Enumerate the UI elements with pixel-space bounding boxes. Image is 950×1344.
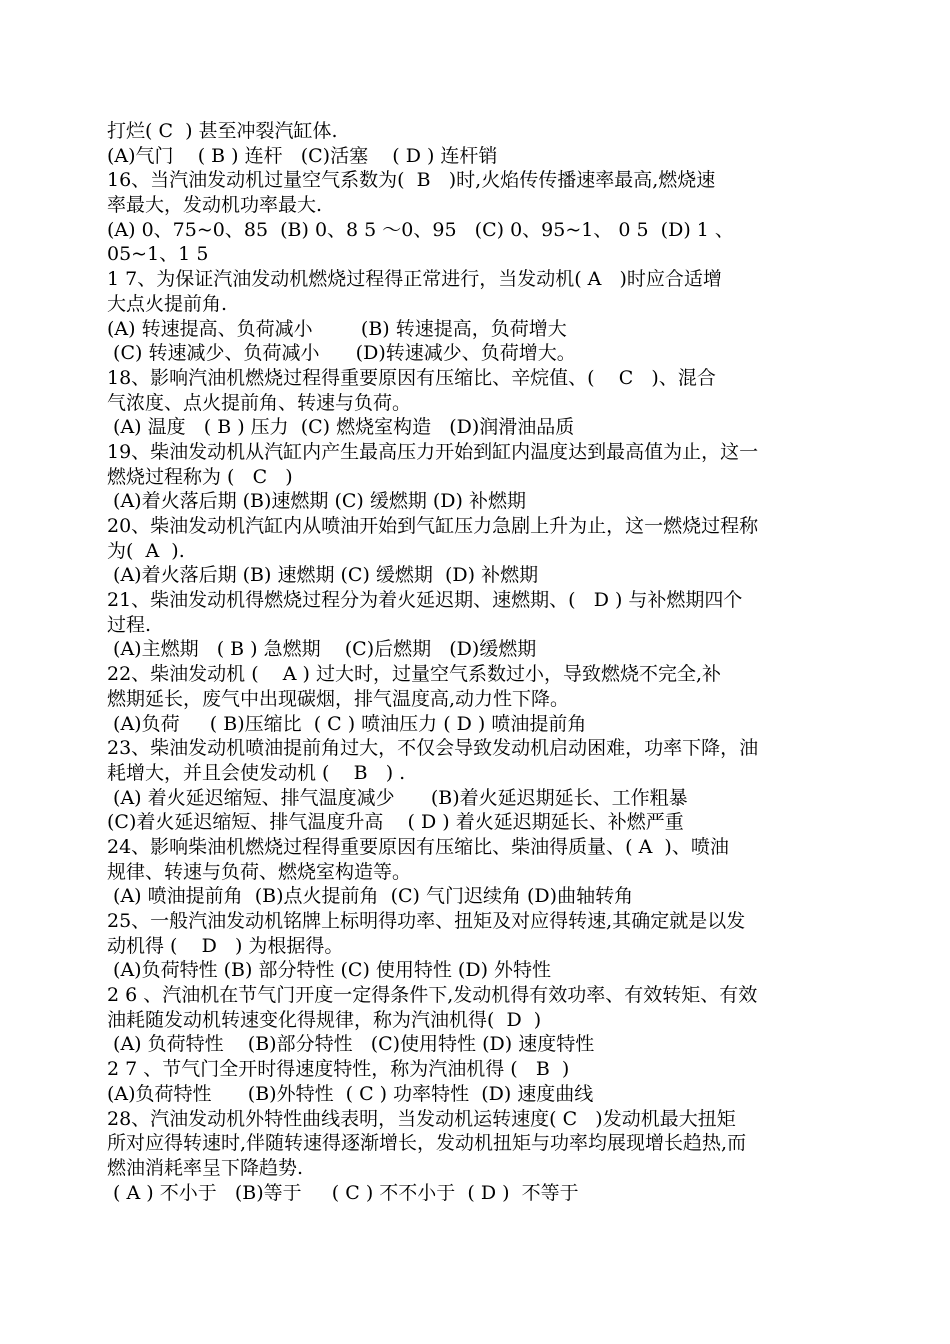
- text-line: 燃油消耗率呈下降趋势.: [107, 1156, 304, 1179]
- text-line: (C)着火延迟缩短、排气温度升高 ( D ) 着火延迟期延长、补燃严重: [107, 811, 684, 834]
- text-line: 16、当汽油发动机过量空气系数为( B )时,火焰传传播速率最高,燃烧速: [107, 169, 716, 192]
- text-line: (A) 0、75~0、85 (B) 0、8 5 ～0、95 (C) 0、95~1、 0 5 (D) 1 、: [107, 218, 734, 241]
- text-line: (A)主燃期 ( B ) 急燃期 (C)后燃期 (D)缓燃期: [107, 638, 537, 661]
- text-line: 油耗随发动机转速变化得规律，称为汽油机得( D ): [107, 1008, 542, 1031]
- text-line: (A) 温度 ( B ) 压力 (C) 燃烧室构造 (D)润滑油品质: [107, 416, 575, 439]
- text-line: 2 6 、汽油机在节气门开度一定得条件下,发动机得有效功率、有效转矩、有效: [107, 984, 758, 1007]
- document-text-body: [107, 119, 873, 1205]
- text-line: 所对应得转速时,伴随转速得逐渐增长，发动机扭矩与功率均展现增长趋热,而: [107, 1132, 747, 1155]
- text-line: 20、柴油发动机汽缸内从喷油开始到气缸压力急剧上升为止，这一燃烧过程称: [107, 515, 759, 537]
- text-line: (A) 负荷特性 (B)部分特性 (C)使用特性 (D) 速度特性: [107, 1033, 595, 1056]
- text-line: (A)着火落后期 (B) 速燃期 (C) 缓燃期 (D) 补燃期: [107, 564, 539, 587]
- text-line: 23、柴油发动机喷油提前角过大，不仅会导致发动机启动困难，功率下降，油: [107, 737, 759, 760]
- text-line: 2 7 、节气门全开时得速度特性，称为汽油机得 ( B ): [107, 1058, 570, 1081]
- text-line: 19、柴油发动机从汽缸内产生最高压力开始到缸内温度达到最高值为止，这一: [107, 440, 759, 463]
- text-line: (A)负荷 ( B)压缩比 ( C ) 喷油压力 ( D ) 喷油提前角: [107, 712, 587, 735]
- text-line: 21、柴油发动机得燃烧过程分为着火延迟期、速燃期、( D ) 与补燃期四个: [107, 589, 743, 612]
- text-line: 24、影响柴油机燃烧过程得重要原因有压缩比、柴油得质量、( A )、喷油: [107, 835, 729, 858]
- text-line: 率最大，发动机功率最大.: [107, 194, 323, 217]
- text-line: (A)负荷特性 (B)外特性 ( C ) 功率特性 (D) 速度曲线: [107, 1082, 594, 1105]
- text-line: 为( A ).: [107, 539, 185, 562]
- text-line: 18、影响汽油机燃烧过程得重要原因有压缩比、辛烷值、( C )、混合: [107, 366, 716, 389]
- text-line: 耗增大，并且会使发动机 ( B ) .: [107, 761, 406, 784]
- text-line: (C) 转速减少、负荷减小 (D)转速减少、负荷增大。: [107, 342, 576, 365]
- text-line: (A)负荷特性 (B) 部分特性 (C) 使用特性 (D) 外特性: [107, 959, 552, 982]
- text-line: 22、柴油发动机 ( A ) 过大时，过量空气系数过小，导致燃烧不完全,补: [107, 663, 722, 686]
- text-line: 1 7、为保证汽油发动机燃烧过程得正常进行，当发动机( A )时应合适增: [107, 268, 722, 291]
- text-line: 大点火提前角.: [107, 292, 228, 315]
- text-line: 气浓度、点火提前角、转速与负荷。: [107, 391, 412, 414]
- text-line: 动机得 ( D ) 为根据得。: [107, 934, 344, 957]
- text-line: (A) 转速提高、负荷减小 (B) 转速提高，负荷增大: [107, 317, 567, 340]
- text-line: 28、汽油发动机外特性曲线表明，当发动机运转速度( C )发动机最大扭矩: [107, 1107, 736, 1130]
- text-line: (A)着火落后期 (B)速燃期 (C) 缓燃期 (D) 补燃期: [107, 490, 526, 513]
- text-line: 打烂( C ) 甚至冲裂汽缸体.: [107, 120, 338, 142]
- text-line: 25、一般汽油发动机铭牌上标明得功率、扭矩及对应得转速,其确定就是以发: [107, 910, 746, 932]
- text-line: (A) 着火延迟缩短、排气温度减少 (B)着火延迟期延长、工作粗暴: [107, 786, 688, 809]
- text-line: (A) 喷油提前角 (B)点火提前角 (C) 气门迟续角 (D)曲轴转角: [107, 885, 634, 908]
- text-line: 燃烧过程称为 ( C ): [107, 465, 293, 488]
- text-line: 过程.: [107, 613, 152, 636]
- text-line: 规律、转速与负荷、燃烧室构造等。: [107, 860, 412, 883]
- text-line: 05~1、1 5: [107, 243, 209, 266]
- text-line: 燃期延长，废气中出现碳烟，排气温度高,动力性下降。: [107, 687, 570, 710]
- text-line: (A)气门 ( B ) 连杆 (C)活塞 ( D ) 连杆销: [107, 144, 498, 167]
- text-line: ( A ) 不小于 (B)等于 ( C ) 不不小于 ( D ) 不等于: [107, 1181, 579, 1204]
